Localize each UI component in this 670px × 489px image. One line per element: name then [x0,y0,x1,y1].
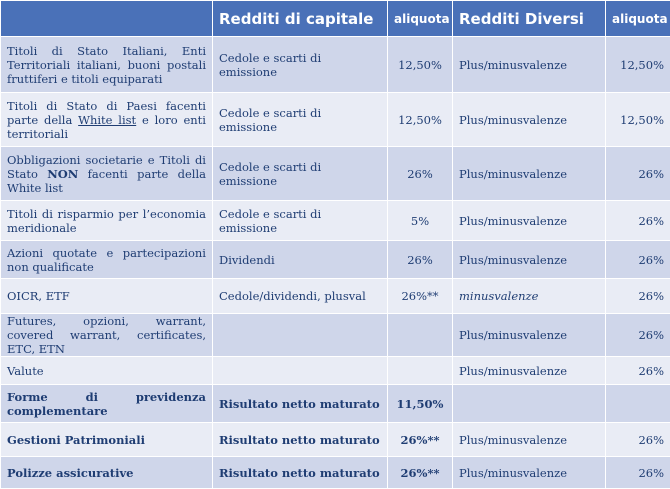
table-row [1,93,670,147]
row-label-part: e loro enti territoriali [7,113,206,141]
row-diversi: Plus/minusvalenze [453,357,606,385]
row-aliquota-capitale: 26%** [388,423,453,457]
row-capitale: Dividendi [213,241,388,279]
table-row [1,423,670,457]
row-label: Valute [1,357,213,385]
white-list-link[interactable]: White list [78,113,136,127]
row-label: Futures, opzioni, warrant, covered warrant, certificates, ETC, ETN [1,314,213,357]
row-capitale: Cedole/dividendi, plusval [213,279,388,314]
row-label: Polizze assicurative [1,457,213,489]
row-diversi: Plus/minusvalenze [453,423,606,457]
row-aliquota-capitale: 12,50% [388,93,453,147]
row-aliquota-diversi: 26% [606,357,670,385]
row-label [1,93,213,147]
row-aliquota-capitale [388,314,453,357]
row-diversi: Plus/minusvalenze [453,37,606,93]
header-redditi-diversi: Redditi Diversi [453,1,606,37]
row-aliquota-diversi [606,385,670,423]
row-capitale [213,357,388,385]
row-label [1,147,213,201]
row-capitale: Risultato netto maturato [213,457,388,489]
row-label: Titoli di risparmio per l’economia meridionale [1,201,213,241]
table-row [1,201,670,241]
header-aliquota-diversi: aliquota [606,1,670,37]
header-row [1,1,670,37]
row-capitale: Risultato netto maturato [213,423,388,457]
row-aliquota-capitale: 5% [388,201,453,241]
row-diversi: Plus/minusvalenze [453,201,606,241]
row-capitale: Cedole e scarti di emissione [213,37,388,93]
row-aliquota-diversi: 26% [606,201,670,241]
row-diversi: Plus/minusvalenze [453,457,606,489]
row-aliquota-diversi: 26% [606,147,670,201]
header-redditi-capitale: Redditi di capitale [213,1,388,37]
row-capitale [213,314,388,357]
row-aliquota-diversi: 12,50% [606,37,670,93]
row-label: Azioni quotate e partecipazioni non qualificate [1,241,213,279]
row-aliquota-capitale: 11,50% [388,385,453,423]
row-aliquota-capitale: 26%** [388,457,453,489]
table-row [1,314,670,357]
row-diversi: Plus/minusvalenze [453,241,606,279]
table-row [1,241,670,279]
row-aliquota-capitale: 26%** [388,279,453,314]
row-diversi: Plus/minusvalenze [453,147,606,201]
row-capitale: Cedole e scarti di emissione [213,147,388,201]
row-label-part: facenti parte della White list [7,167,206,195]
table-row [1,457,670,489]
row-aliquota-capitale: 26% [388,241,453,279]
row-capitale: Risultato netto maturato [213,385,388,423]
row-diversi: Plus/minusvalenze [453,93,606,147]
row-aliquota-capitale: 26% [388,147,453,201]
row-aliquota-diversi: 26% [606,423,670,457]
row-label: OICR, ETF [1,279,213,314]
row-aliquota-capitale: 12,50% [388,37,453,93]
row-capitale: Cedole e scarti di emissione [213,201,388,241]
table-row [1,147,670,201]
row-capitale: Cedole e scarti di emissione [213,93,388,147]
row-aliquota-diversi: 26% [606,457,670,489]
row-diversi [453,385,606,423]
row-aliquota-diversi: 26% [606,279,670,314]
table-row [1,279,670,314]
row-label: Titoli di Stato Italiani, Enti Territoriali italiani, buoni postali fruttiferi e titoli equiparati [1,37,213,93]
table-row [1,37,670,93]
table-row [1,385,670,423]
row-label: Gestioni Patrimoniali [1,423,213,457]
row-label: Forme di previdenza complementare [1,385,213,423]
row-aliquota-capitale [388,357,453,385]
header-aliquota-capitale: aliquota [388,1,453,37]
row-label-part: Titoli di Stato di Paesi facenti parte della [7,99,206,127]
row-aliquota-diversi: 26% [606,314,670,357]
table-row [1,357,670,385]
row-diversi: minusvalenze [453,279,606,314]
row-diversi: Plus/minusvalenze [453,314,606,357]
row-label-bold: NON [47,167,78,181]
row-label-part: Obbligazioni societarie e Titoli di Stato [7,153,206,181]
row-aliquota-diversi: 12,50% [606,93,670,147]
header-empty [1,1,213,37]
row-aliquota-diversi: 26% [606,241,670,279]
